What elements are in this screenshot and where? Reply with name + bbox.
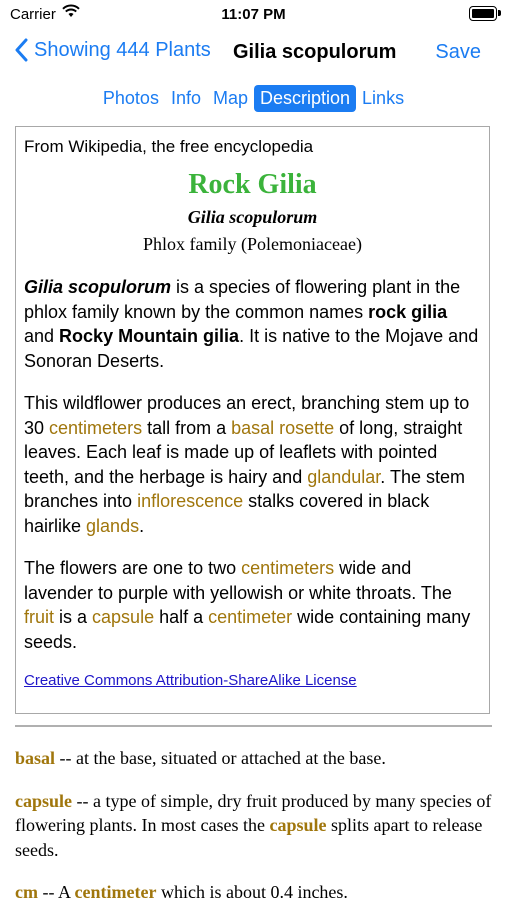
glossary-link-fruit[interactable]: fruit [24,607,55,627]
description-card [15,126,490,714]
text: stalks covered in black hairlike [24,491,430,536]
text: The flowers are one to two [24,558,242,578]
battery-icon [469,6,497,21]
text: This wildflower produces an erect, branching stem up to 30 [24,393,470,438]
text: and [24,326,60,346]
text: . It is native to the Mojave and Sonoran Deserts. [24,326,479,371]
paragraph-intro [24,275,481,373]
scientific-name: Gilia scopulorum [187,207,318,227]
carrier-label: Carrier [10,6,56,23]
tab-description[interactable]: Description [254,85,356,112]
sci-name-inline: Gilia scopulorum [24,277,172,297]
tab-map[interactable]: Map [212,87,248,108]
glossary-link-basal-rosette[interactable]: basal rosette [231,417,335,438]
clock: 11:07 PM [221,6,286,23]
text: . The stem branches into [24,466,465,511]
glossary-term: capsule [15,790,73,811]
glossary-definition: -- at the base, situated or attached at the base. [55,748,386,768]
text: tall from a [142,417,232,438]
glossary-link-glandular[interactable]: glandular [307,466,381,487]
paragraph-description [24,391,481,538]
glossary-definition: splits apart to release seeds. [15,815,483,860]
tab-links[interactable]: Links [362,87,405,108]
text: is a [54,607,93,627]
glossary-term-inline: capsule [269,815,327,835]
text: wide containing many seeds. [24,607,471,652]
glossary-link-glands[interactable]: glands [86,515,140,536]
glossary-link-inflorescence[interactable]: inflorescence [137,491,244,511]
save-button[interactable]: Save [435,41,481,63]
segmented-tabs [0,82,507,114]
tab-info[interactable]: Info [170,87,201,108]
back-label: Showing 444 Plants [34,38,211,61]
glossary-link-capsule[interactable]: capsule [92,607,155,627]
glossary-list [15,746,493,923]
text: . [139,515,145,536]
glossary-link-centimeter[interactable]: centimeter [208,607,293,627]
text: wide and lavender to purple with yellowish or white throats. The [24,558,452,603]
text: is a species of flowering plant in the phlox family known by the common names [24,277,461,322]
navigation-bar [0,28,507,78]
tab-photos[interactable]: Photos [102,87,159,108]
glossary-term: basal [15,748,56,768]
divider [15,725,492,727]
license-link[interactable]: Creative Commons Attribution-ShareAlike License [24,672,357,689]
back-button[interactable] [14,38,211,62]
page-title: Gilia scopulorum [233,41,397,63]
family-name: Phlox family (Polemoniaceae) [143,234,362,254]
glossary-link-centimeters[interactable]: centimeters [241,558,335,578]
common-name-1: rock gilia [368,301,448,322]
glossary-term: cm [15,882,38,902]
status-bar [0,0,507,28]
glossary-link-centimeters[interactable]: centimeters [49,417,143,438]
battery-nub [498,10,501,16]
common-name-2: Rocky Mountain gilia [59,326,240,346]
glossary-definition: which is about 0.4 inches. [156,882,348,902]
glossary-entry-capsule [15,789,493,863]
glossary-definition: -- A [37,882,75,902]
glossary-entry-cm [15,880,493,905]
glossary-entry-basal [15,746,493,771]
text: half a [154,607,209,627]
source-note: From Wikipedia, the free encyclopedia [24,137,314,156]
paragraph-flowers [24,556,481,654]
text: of long, straight leaves. Each leaf is made up of leaflets with pointed teeth, and the herbage is hairy and [24,417,463,487]
glossary-definition: -- a type of simple, dry fruit produced by many species of flowering plants. In most cases the [15,790,492,835]
glossary-term-inline: centimeter [74,882,157,902]
common-name-heading: Rock Gilia [188,169,317,200]
chevron-left-icon [14,38,28,62]
